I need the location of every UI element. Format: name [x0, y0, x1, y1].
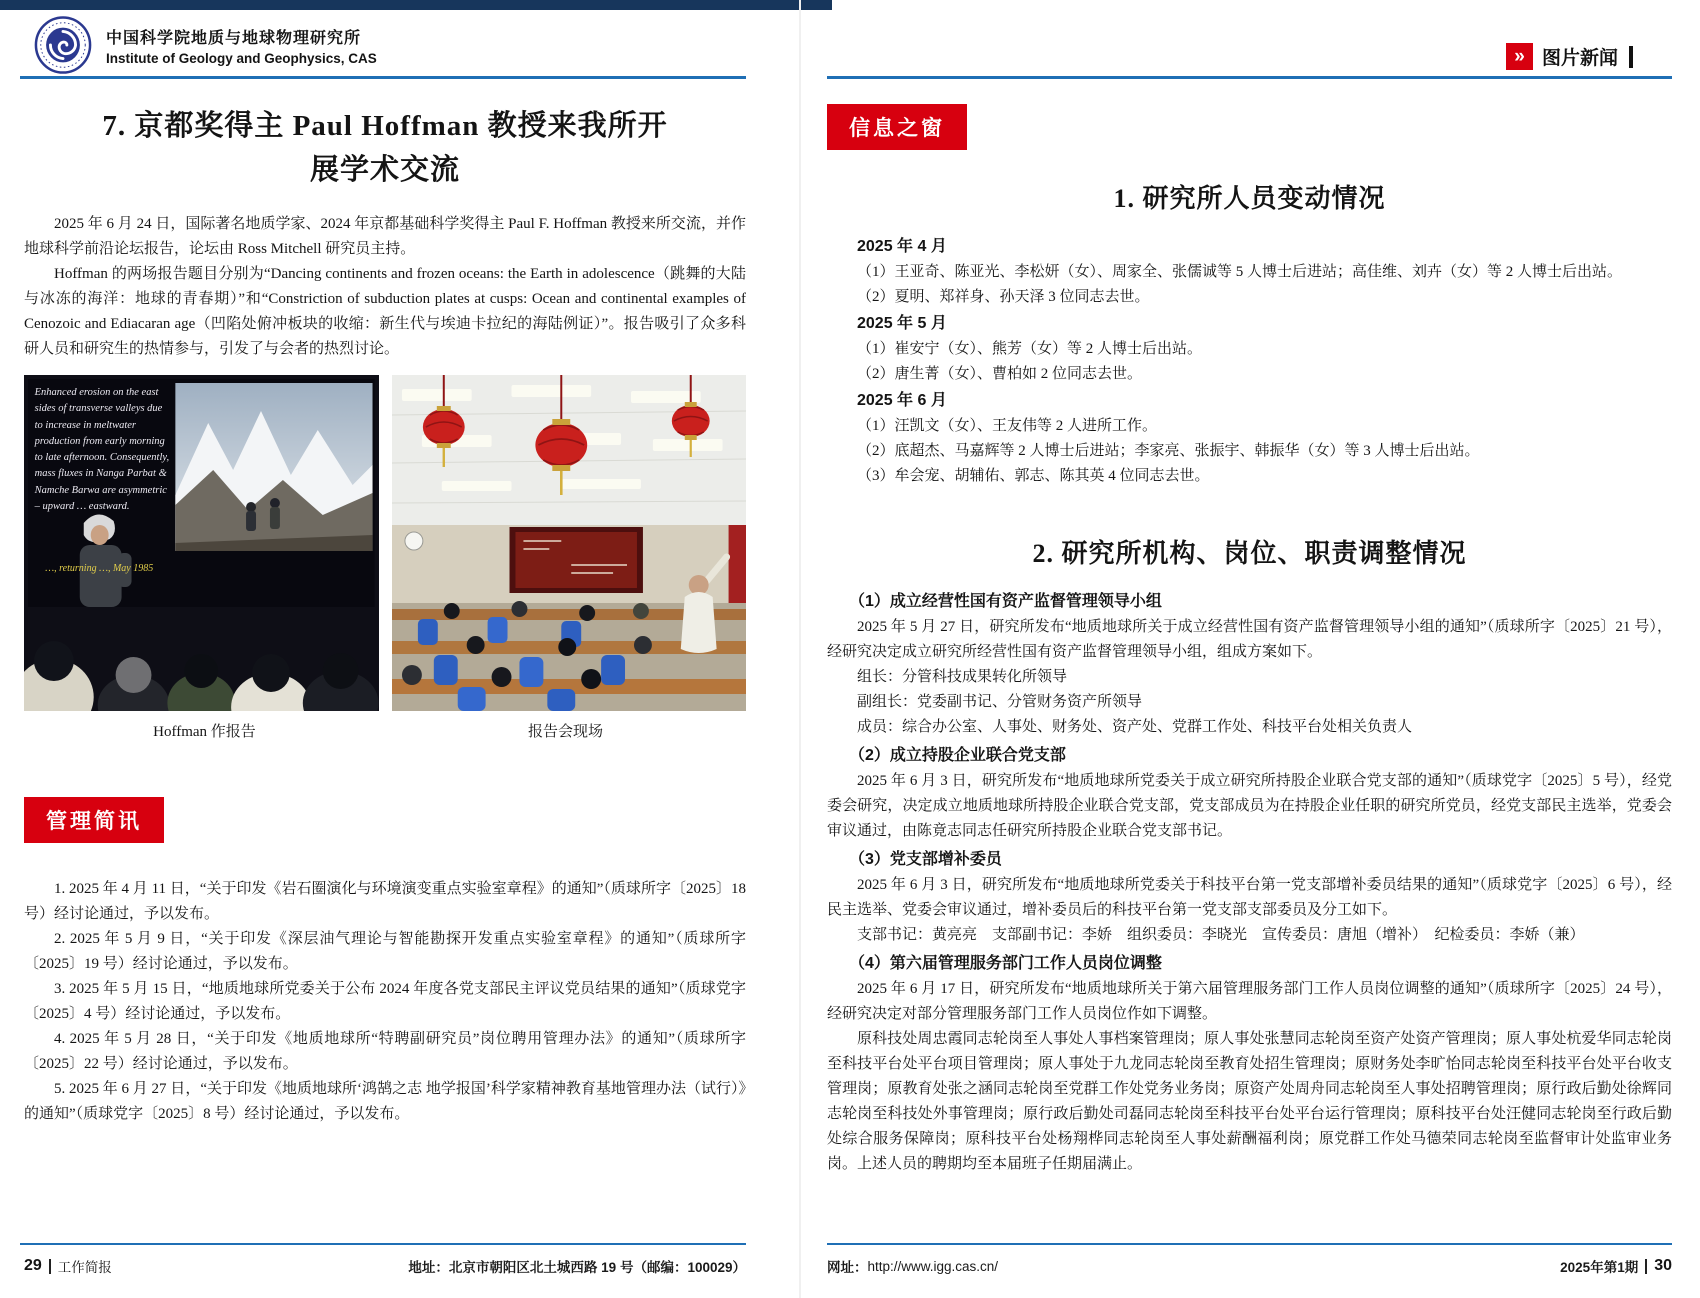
block-paragraph: 2025 年 5 月 27 日，研究所发布“地质地球所关于成立经营性国有资产监督管理领导小组的通知”（质球所字〔2025〕21 号），经研究决定成立研究所经营性国有资产监督管理领导小组，组成方案如下。 [827, 619, 1672, 660]
block-paragraph: 2025 年 6 月 3 日，研究所发布“地质地球所党委关于成立研究所持股企业联合党支部的通知”（质球党字〔2025〕5 号），经党委会研究，决定成立地质地球所持股企业联合党支部，党支部成员为在持股企业任职的研究所党员，经党支部民主选举，党委会审议通过，由陈竟志同志任研究所持股企业联合党支部书记。 [827, 773, 1672, 839]
projection-screen-text: Enhanced erosion on the east sides of transverse valleys due to increase in meltwater production from early morning to late afternoon. Consequently, mass fluxes in Nanga Parbat & Namche Barwa are asymmetric – upward … eastward. [34, 387, 170, 512]
right-page-footer [827, 1256, 1672, 1276]
role-line: 副组长：党委副书记、分管财务资产所领导 [857, 694, 1143, 710]
left-page-column [24, 96, 746, 1127]
tag-end-bar [1629, 46, 1633, 68]
footer-divider-bar [49, 1259, 51, 1274]
role-line: 组长：分管科技成果转化所领导 [857, 669, 1068, 685]
block-paragraph: 原科技处周忠霞同志轮岗至人事处人事档案管理岗；原人事处张慧同志轮岗至资产处资产管理岗；原人事处杭爱华同志轮岗至科技平台处平台项目管理岗；原人事处于九龙同志轮岗至教育处招生管理岗；原财务处李旷怡同志轮岗至科技平台处平台收支管理岗；原教育处张之涵同志轮岗至党群工作处党务业务岗；原资产处周舟同志轮岗至人事处招聘管理岗；原行政后勤处徐辉同志轮岗至科技处外事管理岗；原行政后勤处司磊同志轮岗至科技平台处平台运行管理岗；原科技平台处汪健同志轮岗至行政后勤处综合服务保障岗；原科技平台处杨翔桦同志轮岗至人事处薪酬福利岗；原党群工作处马德荣同志轮岗至监督审计处监审业务岗。上述人员的聘期均至本届班子任期届满止。 [827, 1031, 1672, 1172]
mgmt-item: 3. 2025 年 5 月 15 日，“地质地球所党委关于公布 2024 年度各党支部民主评议党员结果的通知”（质球党字〔2025〕4 号）经讨论通过，予以发布。 [24, 981, 746, 1022]
top-navy-bar [0, 0, 832, 10]
adjustment-block-4 [827, 950, 1672, 1177]
personnel-item: （2）夏明、郑祥身、孙天泽 3 位同志去世。 [857, 289, 1150, 305]
adjustment-block-2 [827, 742, 1672, 844]
mgmt-item: 2. 2025 年 5 月 9 日，“关于印发《深层油气理论与智能勘探开发重点实验室章程》的通知”（质球所字〔2025〕19 号）经讨论通过，予以发布。 [24, 931, 746, 972]
org-name-cn: 中国科学院地质与地球物理研究所 [106, 29, 362, 47]
mgmt-item: 4. 2025 年 5 月 28 日，“关于印发《地质地球所“特聘副研究员”岗位聘用管理办法》的通知”（质球所字〔2025〕22 号）经讨论通过，予以发布。 [24, 1031, 746, 1072]
article-paragraph-1: 2025 年 6 月 24 日，国际著名地质学家、2024 年京都基础科学奖得主 Paul F. Hoffman 教授来所交流，并作地球科学前沿论坛报告，论坛由 Ross Mitchell 研究员主持。 [24, 216, 746, 257]
article-title [24, 104, 746, 192]
personnel-item: （3）牟会宠、胡辅佑、郭志、陈其英 4 位同志去世。 [857, 468, 1210, 484]
issue-label: 2025年第1期 [1560, 1260, 1639, 1275]
personnel-month-june [827, 387, 1672, 489]
section1-title: 1. 研究所人员变动情况 [1113, 184, 1386, 213]
personnel-month-april [827, 233, 1672, 310]
projection-screen-note: …, returning …, May 1985 [45, 563, 154, 575]
mgmt-item: 5. 2025 年 6 月 27 日，“关于印发《地质地球所‘鸿鹄之志 地学报国’科学家精神教育基地管理办法（试行）》的通知”（质球党字〔2025〕8 号）经讨论通过，予以发布。 [24, 1081, 746, 1122]
personnel-item: （2）唐生菁（女）、曹柏如 2 位同志去世。 [857, 366, 1143, 382]
section-tag-photo-news [1506, 43, 1633, 70]
footer-divider-bar [1645, 1259, 1647, 1274]
website-url[interactable]: http://www.igg.cas.cn/ [867, 1258, 999, 1274]
website-label: 网址： [827, 1260, 868, 1275]
adjustment-block-3 [827, 846, 1672, 948]
page-number-left: 29 [24, 1257, 42, 1274]
article-paragraph-2: Hoffman 的两场报告题目分别为“Dancing continents and frozen oceans: the Earth in adolescence（跳舞的大陆与冰冻的海洋：地球的青春期）”和“Constriction of subduction plates at cusps: Ocean and continental examples of Cenozoic and Ediacaran age（凹陷处俯冲板块的收缩：新生代与埃迪卡拉纪的海陆例证）”。报告吸引了众多科研人员和研究生的热情参与，引发了与会者的热烈讨论。 [24, 266, 746, 357]
left-page-footer [24, 1256, 746, 1276]
hall-photo-art [392, 375, 747, 711]
igg-logo [34, 16, 92, 74]
month-label: 2025 年 5 月 [857, 315, 947, 332]
block-paragraph: 2025 年 6 月 3 日，研究所发布“地质地球所党委关于科技平台第一党支部增补委员结果的通知”（质球党字〔2025〕6 号），经民主选举、党委会审议通过，增补委员后的科技平台第一党支部支部委员及分工如下。 [827, 877, 1672, 918]
block-heading: （4）第六届管理服务部门工作人员岗位调整 [849, 955, 1162, 972]
block-heading: （3）党支部增补委员 [849, 851, 1002, 868]
org-name-en: Institute of Geology and Geophysics, CAS [106, 50, 377, 66]
institute-header [34, 16, 377, 74]
block-paragraph: 2025 年 6 月 17 日，研究所发布“地质地球所关于第六届管理服务部门工作人员岗位调整的通知”（质球所字〔2025〕24 号），经研究决定对部分管理服务部门工作人员岗位作如下调整。 [827, 981, 1672, 1022]
header-rule-right [827, 76, 1672, 79]
management-briefs-badge: 管理简讯 [24, 797, 164, 843]
info-window-badge: 信息之窗 [827, 104, 967, 150]
personnel-item: （1）崔安宁（女）、熊芳（女）等 2 人博士后出站。 [857, 341, 1203, 357]
photo-hoffman-lecture [24, 375, 379, 711]
photo-captions [24, 720, 746, 741]
caption-lecture-hall: 报告会现场 [527, 724, 603, 740]
month-label: 2025 年 4 月 [857, 238, 947, 255]
personnel-item: （2）底超杰、马嘉辉等 2 人博士后进站；李家亮、张振宇、韩振华（女）等 3 人博士后出站。 [857, 443, 1480, 459]
institute-address: 地址：北京市朝阳区北土城西路 19 号（邮编：100029） [408, 1260, 746, 1275]
management-briefs-list [24, 877, 746, 1127]
block-heading: （1）成立经营性国有资产监督管理领导小组 [849, 593, 1162, 610]
month-label: 2025 年 6 月 [857, 392, 947, 409]
right-page-column [827, 104, 1672, 1177]
photo-lecture-hall [392, 375, 747, 711]
footer-rule-left [20, 1243, 746, 1245]
section2-title: 2. 研究所机构、岗位、职责调整情况 [1032, 539, 1467, 568]
article-title-line2: 展学术交流 [309, 154, 460, 186]
photo-row [24, 375, 746, 711]
committee-roles-line: 支部书记：黄亮亮 支部副书记：李娇 组织委员：李晓光 宣传委员：唐旭（增补） 纪检委员：李娇（兼） [857, 927, 1585, 943]
personnel-item: （1）汪凯文（女）、王友伟等 2 人进所工作。 [857, 418, 1158, 434]
adjustment-block-1 [827, 588, 1672, 740]
bulletin-label: 工作简报 [57, 1260, 112, 1275]
caption-hoffman-lecture: Hoffman 作报告 [153, 724, 256, 740]
mgmt-item: 1. 2025 年 4 月 11 日，“关于印发《岩石圈演化与环境演变重点实验室章程》的通知”（质球所字〔2025〕18 号）经讨论通过，予以发布。 [24, 881, 746, 922]
role-line: 成员：综合办公室、人事处、财务处、资产处、党群工作处、科技平台处相关负责人 [857, 719, 1413, 735]
block-heading: （2）成立持股企业联合党支部 [849, 747, 1066, 764]
personnel-month-may [827, 310, 1672, 387]
page-number-right: 30 [1654, 1257, 1672, 1274]
header-rule-left [20, 76, 746, 79]
section-tag-label: 图片新闻 [1542, 48, 1619, 69]
footer-rule-right [827, 1243, 1672, 1245]
article-title-line1: 7. 京都奖得主 Paul Hoffman 教授来我所开 [102, 110, 668, 142]
double-chevron-icon: » [1506, 43, 1533, 70]
page-gutter-divider [799, 0, 801, 1298]
personnel-item: （1）王亚奇、陈亚光、李松妍（女）、周家全、张儒诚等 5 人博士后进站；高佳维、刘卉（女）等 2 人博士后出站。 [857, 264, 1623, 280]
